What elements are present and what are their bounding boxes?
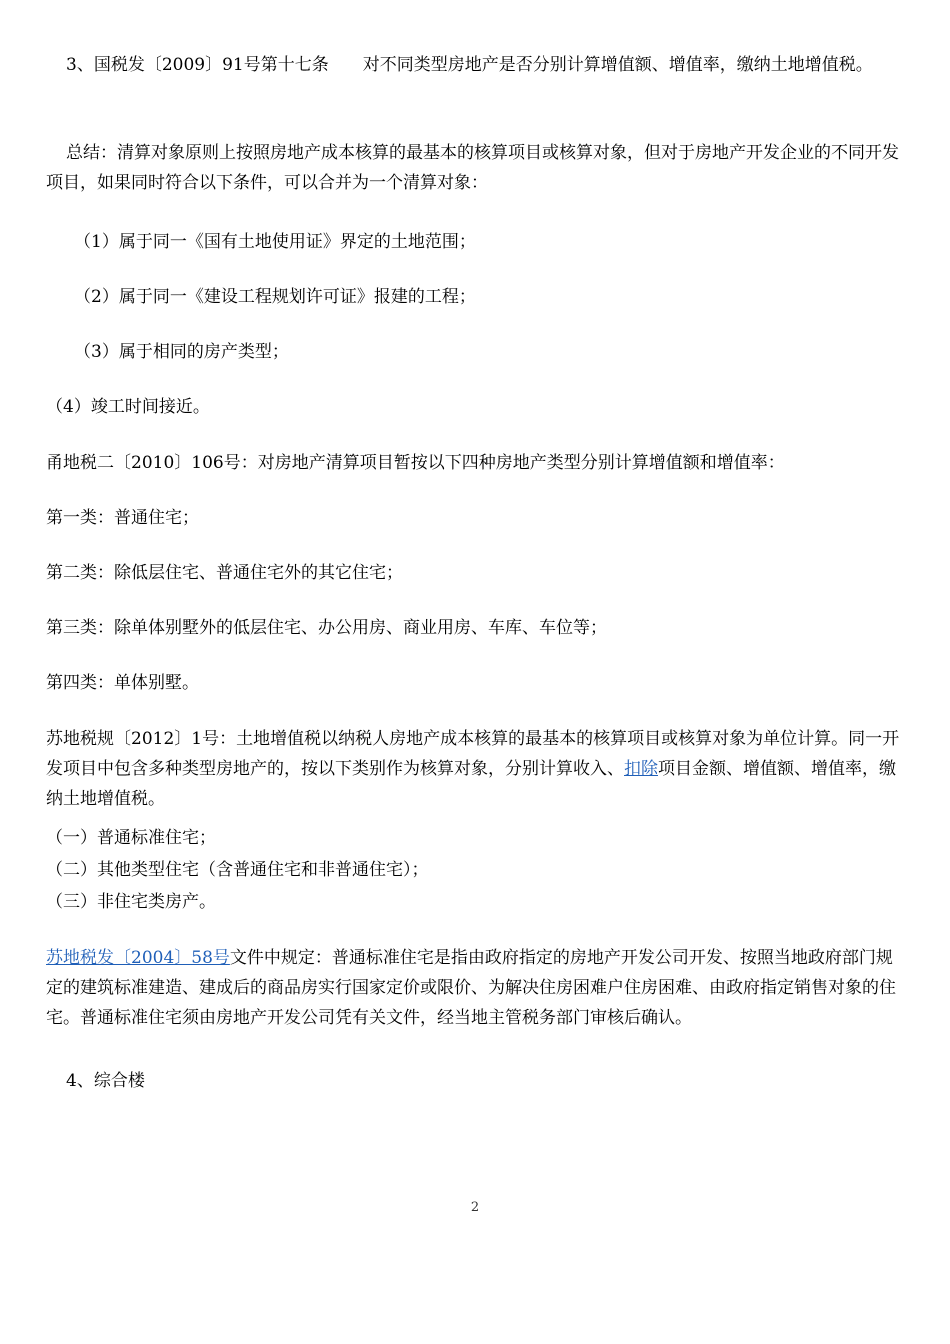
- type-2: 第二类：除低层住宅、普通住宅外的其它住宅；: [46, 563, 403, 583]
- page-number: 2: [470, 1200, 480, 1215]
- paragraph-ningbo-rule: 甬地税二〔2010〕106号：对房地产清算项目暂按以下四种房地产类型分别计算增值额和增值率：: [46, 453, 785, 473]
- condition-1: （1）属于同一《国有土地使用证》界定的土地范围；: [74, 232, 476, 252]
- standard-housing-text: 文件中规定：普通标准住宅是指由政府指定的房地产开发公司开发、按照当地政府部门规定的建筑标准建造、建成后的商品房实行国家定价或限价、为解决住房困难户住房困难、由政府指定销售对象的住宅。普通标准住宅须由房地产开发公司凭有关文件，经当地主管税务部门审核后确认。: [46, 948, 896, 1028]
- paragraph-jiangsu-rule: [46, 724, 908, 814]
- type-3: 第三类：除单体别墅外的低层住宅、办公用房、商业用房、车库、车位等；: [46, 618, 607, 638]
- type-1: 第一类：普通住宅；: [46, 508, 199, 528]
- jiangsu-rule-text: 苏地税规〔2012〕1号：土地增值税以纳税人房地产成本核算的最基本的核算项目或核算对象为单位计算。同一开发项目中包含多种类型房地产的，按以下类别作为核算对象，分别计算收入、: [46, 729, 900, 779]
- condition-2: （2）属于同一《建设工程规划许可证》报建的工程；: [74, 287, 476, 307]
- category-1: （一）普通标准住宅；: [46, 828, 216, 848]
- condition-4: （4）竣工时间接近。: [46, 397, 210, 417]
- jiangsu-rule-text-rest: 项目金额、增值额、增值率，缴纳土地增值税。: [46, 759, 896, 809]
- paragraph-article-17: 3、国税发〔2009〕91号第十七条 对不同类型房地产是否分别计算增值额、增值率，缴纳土地增值税。: [66, 55, 873, 75]
- deduction-link[interactable]: 扣除: [624, 759, 658, 779]
- paragraph-standard-housing: [46, 943, 908, 1033]
- condition-3: （3）属于相同的房产类型；: [74, 342, 289, 362]
- heading-section-4: 4、综合楼: [66, 1071, 145, 1091]
- category-2: （二）其他类型住宅（含普通住宅和非普通住宅）；: [46, 860, 429, 880]
- category-3: （三）非住宅类房产。: [46, 892, 216, 912]
- document-2004-58-link[interactable]: 苏地税发〔2004〕58号: [46, 948, 230, 968]
- paragraph-summary: 总结：清算对象原则上按照房地产成本核算的最基本的核算项目或核算对象，但对于房地产开发企业的不同开发项目，如果同时符合以下条件，可以合并为一个清算对象：: [46, 143, 899, 193]
- type-4: 第四类：单体别墅。: [46, 673, 199, 693]
